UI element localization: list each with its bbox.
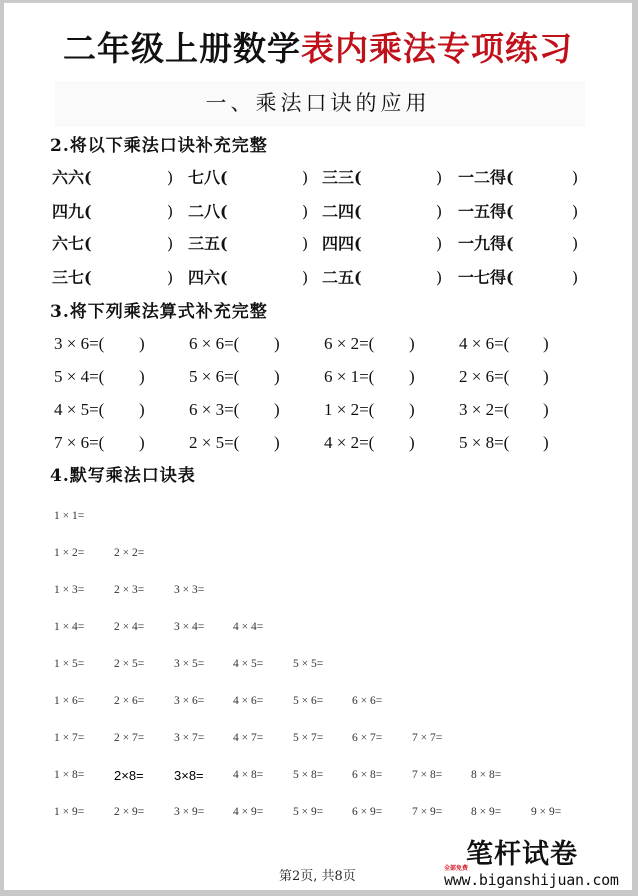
rhyme-prompt: 四九( — [52, 202, 92, 221]
table-entry: 4 × 6= — [233, 695, 264, 707]
brand-tag: 全部免费 — [444, 865, 469, 872]
table-entry: 5 × 8= — [293, 769, 324, 781]
equation-prompt: 4 × 5=( — [54, 400, 105, 419]
brand-logo: 笔杆试卷 — [466, 839, 578, 870]
rhyme-item — [458, 233, 514, 255]
equation-prompt: 5 × 4=( — [54, 367, 105, 386]
table-entry: 1 × 8= — [54, 769, 85, 781]
answer-blank-close[interactable]: ) — [274, 367, 280, 386]
table-entry: 1 × 2= — [54, 547, 85, 559]
rhyme-item — [52, 167, 92, 189]
equation-prompt: 3 × 6=( — [54, 334, 105, 353]
table-entry: 6 × 8= — [352, 769, 383, 781]
rhyme-item — [322, 201, 362, 223]
answer-blank-close[interactable]: ) — [572, 168, 579, 187]
rhyme-prompt: 三五( — [188, 234, 228, 253]
table-entry: 6 × 6= — [352, 695, 383, 707]
equation-prompt: 6 × 3=( — [189, 400, 240, 419]
answer-blank-close[interactable]: ) — [409, 334, 415, 353]
equation-prompt: 2 × 5=( — [189, 433, 240, 452]
answer-blank-close[interactable]: ) — [543, 367, 549, 386]
answer-blank-close[interactable]: ) — [139, 433, 145, 452]
table-entry: 4 × 9= — [233, 806, 264, 818]
table-entry: 3×8= — [174, 768, 204, 783]
answer-blank-close[interactable]: ) — [302, 168, 309, 187]
answer-blank-close[interactable]: ) — [436, 202, 443, 221]
answer-blank-close[interactable]: ) — [543, 433, 549, 452]
table-entry: 4 × 5= — [233, 658, 264, 670]
answer-blank-close[interactable]: ) — [274, 400, 280, 419]
rhyme-prompt: 一五得( — [458, 202, 514, 221]
answer-blank-close[interactable]: ) — [409, 433, 415, 452]
answer-blank-close[interactable]: ) — [302, 268, 309, 287]
table-entry: 1 × 3= — [54, 584, 85, 596]
page-title — [4, 29, 632, 69]
rhyme-item — [52, 201, 92, 223]
title-topic: 表内乘法专项练习 — [301, 29, 573, 68]
rhyme-prompt: 一九得( — [458, 234, 514, 253]
table-entry: 8 × 8= — [471, 769, 502, 781]
table-entry: 6 × 7= — [352, 732, 383, 744]
rhyme-prompt: 一二得( — [458, 168, 514, 187]
table-entry: 1 × 9= — [54, 806, 85, 818]
rhyme-item — [458, 167, 514, 189]
section3-heading: 3.将下列乘法算式补充完整 — [50, 302, 268, 322]
section2-heading: 2.将以下乘法口诀补充完整 — [50, 136, 268, 156]
answer-blank-close[interactable]: ) — [274, 433, 280, 452]
equation-prompt: 1 × 2=( — [324, 400, 375, 419]
answer-blank-close[interactable]: ) — [409, 367, 415, 386]
rhyme-prompt: 六六( — [52, 168, 92, 187]
table-entry: 5 × 5= — [293, 658, 324, 670]
table-entry: 2 × 2= — [114, 547, 145, 559]
equation-prompt: 6 × 1=( — [324, 367, 375, 386]
equation-prompt: 2 × 6=( — [459, 367, 510, 386]
rhyme-item — [52, 267, 92, 289]
title-grade: 二年级上册数学 — [63, 29, 301, 68]
rhyme-item — [52, 233, 92, 255]
page-number: 第2页, 共8页 — [279, 869, 356, 884]
table-entry: 5 × 7= — [293, 732, 324, 744]
table-entry: 2 × 6= — [114, 695, 145, 707]
rhyme-prompt: 七八( — [188, 168, 228, 187]
answer-blank-close[interactable]: ) — [572, 268, 579, 287]
equation-prompt: 7 × 6=( — [54, 433, 105, 452]
equation-prompt: 3 × 2=( — [459, 400, 510, 419]
answer-blank-close[interactable]: ) — [436, 268, 443, 287]
rhyme-prompt: 二五( — [322, 268, 362, 287]
table-entry: 2 × 5= — [114, 658, 145, 670]
table-entry: 8 × 9= — [471, 806, 502, 818]
table-entry: 3 × 6= — [174, 695, 205, 707]
rhyme-item — [322, 167, 362, 189]
table-entry: 2 × 3= — [114, 584, 145, 596]
answer-blank-close[interactable]: ) — [572, 234, 579, 253]
answer-blank-close[interactable]: ) — [139, 400, 145, 419]
answer-blank-close[interactable]: ) — [543, 334, 549, 353]
table-entry: 3 × 7= — [174, 732, 205, 744]
table-entry: 4 × 7= — [233, 732, 264, 744]
table-entry: 5 × 6= — [293, 695, 324, 707]
section-subtitle: 一、乘法口诀的应用 — [205, 91, 431, 115]
rhyme-item — [458, 201, 514, 223]
equation-prompt: 5 × 6=( — [189, 367, 240, 386]
equation-prompt: 6 × 2=( — [324, 334, 375, 353]
answer-blank-close[interactable]: ) — [436, 234, 443, 253]
table-entry: 2×8= — [114, 768, 144, 783]
rhyme-item — [188, 267, 228, 289]
table-entry: 5 × 9= — [293, 806, 324, 818]
rhyme-item — [458, 267, 514, 289]
answer-blank-close[interactable]: ) — [167, 234, 174, 253]
rhyme-item — [322, 233, 362, 255]
rhyme-prompt: 六七( — [52, 234, 92, 253]
answer-blank-close[interactable]: ) — [139, 367, 145, 386]
table-entry: 9 × 9= — [531, 806, 562, 818]
table-entry: 7 × 8= — [412, 769, 443, 781]
table-entry: 1 × 6= — [54, 695, 85, 707]
table-entry: 4 × 8= — [233, 769, 264, 781]
rhyme-item — [322, 267, 362, 289]
table-entry: 3 × 5= — [174, 658, 205, 670]
table-entry: 2 × 4= — [114, 621, 145, 633]
rhyme-prompt: 四四( — [322, 234, 362, 253]
answer-blank-close[interactable]: ) — [409, 400, 415, 419]
rhyme-item — [188, 167, 228, 189]
table-entry: 1 × 4= — [54, 621, 85, 633]
worksheet-page — [4, 2, 632, 890]
table-entry: 4 × 4= — [233, 621, 264, 633]
answer-blank-close[interactable]: ) — [302, 234, 309, 253]
answer-blank-close[interactable]: ) — [302, 202, 309, 221]
rhyme-prompt: 一七得( — [458, 268, 514, 287]
equation-prompt: 6 × 6=( — [189, 334, 240, 353]
rhyme-item — [188, 201, 228, 223]
table-entry: 2 × 7= — [114, 732, 145, 744]
section4-heading: 4.默写乘法口诀表 — [50, 466, 196, 486]
answer-blank-close[interactable]: ) — [167, 268, 174, 287]
table-entry: 7 × 7= — [412, 732, 443, 744]
equation-prompt: 5 × 8=( — [459, 433, 510, 452]
rhyme-prompt: 二四( — [322, 202, 362, 221]
table-entry: 1 × 5= — [54, 658, 85, 670]
equation-prompt: 4 × 6=( — [459, 334, 510, 353]
table-entry: 7 × 9= — [412, 806, 443, 818]
rhyme-prompt: 三三( — [322, 168, 362, 187]
table-entry: 3 × 3= — [174, 584, 205, 596]
table-entry: 3 × 4= — [174, 621, 205, 633]
table-entry: 3 × 9= — [174, 806, 205, 818]
answer-blank-close[interactable]: ) — [274, 334, 280, 353]
table-entry: 6 × 9= — [352, 806, 383, 818]
table-entry: 1 × 7= — [54, 732, 85, 744]
rhyme-prompt: 三七( — [52, 268, 92, 287]
table-entry: 2 × 9= — [114, 806, 145, 818]
answer-blank-close[interactable]: ) — [167, 168, 174, 187]
table-entry: 1 × 1= — [54, 510, 85, 522]
rhyme-prompt: 二八( — [188, 202, 228, 221]
answer-blank-close[interactable]: ) — [543, 400, 549, 419]
answer-blank-close[interactable]: ) — [572, 202, 579, 221]
rhyme-item — [188, 233, 228, 255]
brand-url: www.biganshijuan.com — [444, 871, 619, 889]
answer-blank-close[interactable]: ) — [436, 168, 443, 187]
rhyme-prompt: 四六( — [188, 268, 228, 287]
answer-blank-close[interactable]: ) — [139, 334, 145, 353]
answer-blank-close[interactable]: ) — [167, 202, 174, 221]
equation-prompt: 4 × 2=( — [324, 433, 375, 452]
